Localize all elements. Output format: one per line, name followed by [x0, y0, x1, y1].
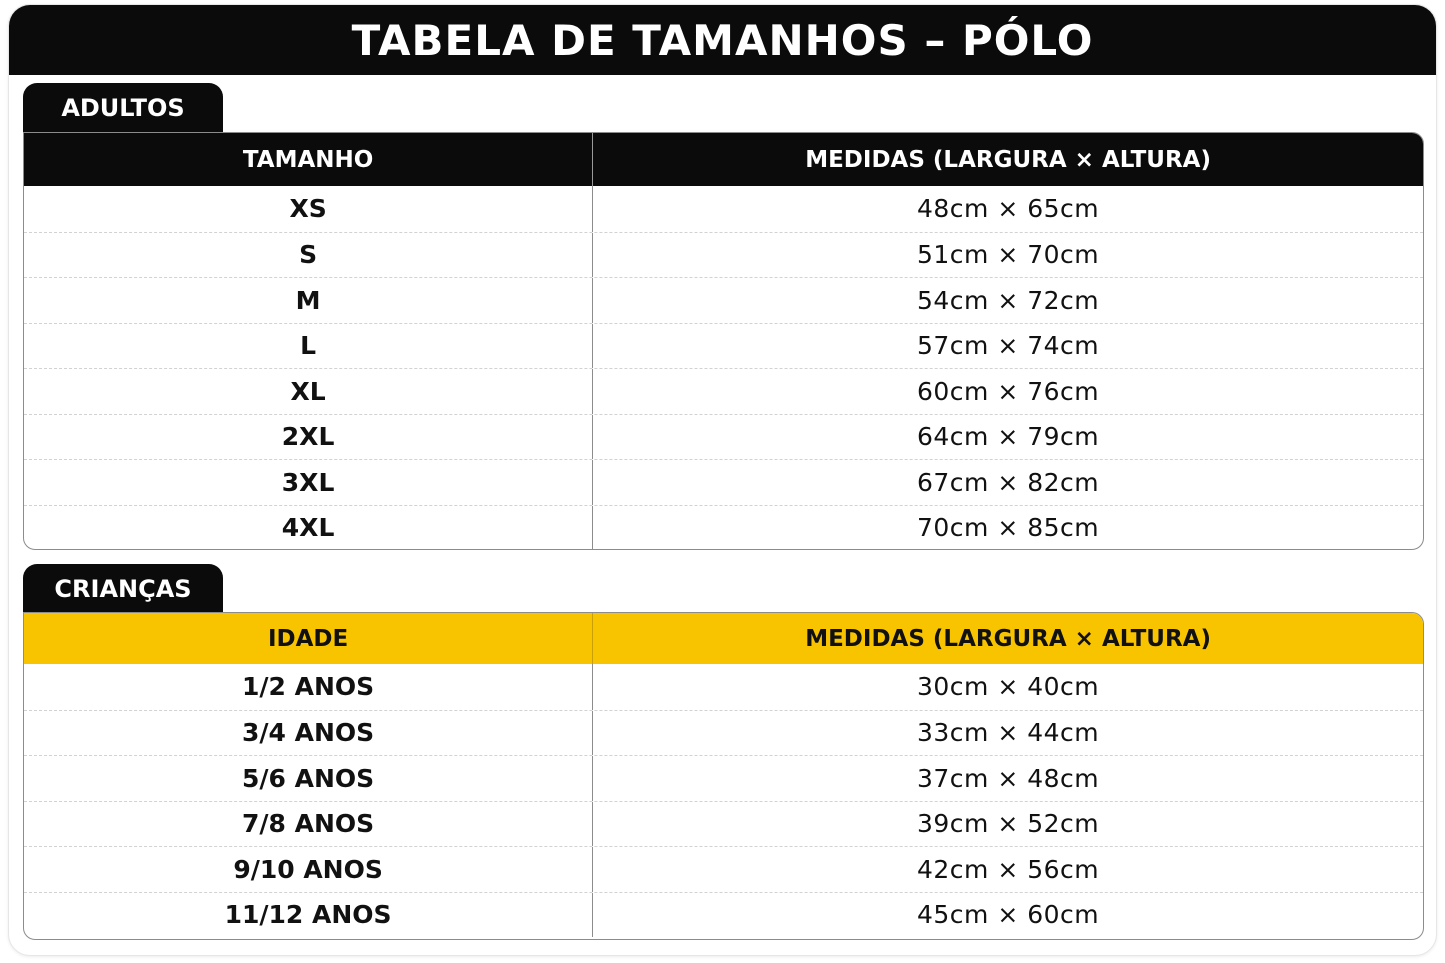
- size-cell: 3XL: [24, 460, 593, 505]
- age-cell: 5/6 ANOS: [24, 756, 593, 801]
- age-cell: 3/4 ANOS: [24, 711, 593, 756]
- measure-cell: 60cm × 76cm: [917, 376, 1100, 406]
- column-header-measures: MEDIDAS (LARGURA × ALTURA): [805, 146, 1211, 173]
- adults-table-header: [24, 133, 1423, 186]
- adults-table-body: [24, 186, 1423, 550]
- table-row: [24, 892, 1423, 938]
- age-cell: 7/8 ANOS: [24, 802, 593, 847]
- title-bar: [9, 5, 1436, 75]
- column-header-measures: MEDIDAS (LARGURA × ALTURA): [805, 625, 1211, 652]
- adults-size-table: [23, 132, 1424, 550]
- table-row: [24, 232, 1423, 278]
- size-cell: XL: [24, 369, 593, 414]
- size-chart-card: [8, 4, 1437, 956]
- measure-cell: 37cm × 48cm: [917, 763, 1100, 793]
- table-row: [24, 755, 1423, 801]
- table-row: [24, 414, 1423, 460]
- table-row: [24, 664, 1423, 710]
- table-row: [24, 277, 1423, 323]
- age-cell: 9/10 ANOS: [24, 847, 593, 892]
- measure-cell: 39cm × 52cm: [917, 809, 1100, 839]
- size-cell: M: [24, 278, 593, 323]
- column-header-age: IDADE: [24, 613, 593, 664]
- age-cell: 11/12 ANOS: [24, 893, 593, 938]
- table-row: [24, 846, 1423, 892]
- kids-size-table: [23, 612, 1424, 940]
- size-cell: 2XL: [24, 415, 593, 460]
- size-cell: 4XL: [24, 506, 593, 551]
- measure-cell: 33cm × 44cm: [917, 718, 1100, 748]
- table-row: [24, 505, 1423, 551]
- table-row: [24, 323, 1423, 369]
- age-cell: 1/2 ANOS: [24, 664, 593, 710]
- table-row: [24, 368, 1423, 414]
- table-row: [24, 710, 1423, 756]
- size-cell: XS: [24, 186, 593, 232]
- column-header-size: TAMANHO: [24, 133, 593, 186]
- measure-cell: 54cm × 72cm: [917, 285, 1100, 315]
- table-row: [24, 801, 1423, 847]
- table-row: [24, 186, 1423, 232]
- page-title: TABELA DE TAMANHOS – PÓLO: [351, 15, 1094, 65]
- size-cell: S: [24, 233, 593, 278]
- tab-adults: ADULTOS: [23, 83, 223, 133]
- table-row: [24, 459, 1423, 505]
- tab-kids: CRIANÇAS: [23, 564, 223, 614]
- measure-cell: 67cm × 82cm: [917, 467, 1100, 497]
- size-cell: L: [24, 324, 593, 369]
- measure-cell: 30cm × 40cm: [917, 672, 1100, 702]
- measure-cell: 42cm × 56cm: [917, 854, 1100, 884]
- measure-cell: 51cm × 70cm: [917, 240, 1100, 270]
- measure-cell: 57cm × 74cm: [917, 331, 1100, 361]
- kids-table-body: [24, 664, 1423, 937]
- measure-cell: 48cm × 65cm: [917, 194, 1100, 224]
- measure-cell: 70cm × 85cm: [917, 513, 1100, 543]
- kids-table-header: [24, 613, 1423, 664]
- measure-cell: 64cm × 79cm: [917, 422, 1100, 452]
- measure-cell: 45cm × 60cm: [917, 900, 1100, 930]
